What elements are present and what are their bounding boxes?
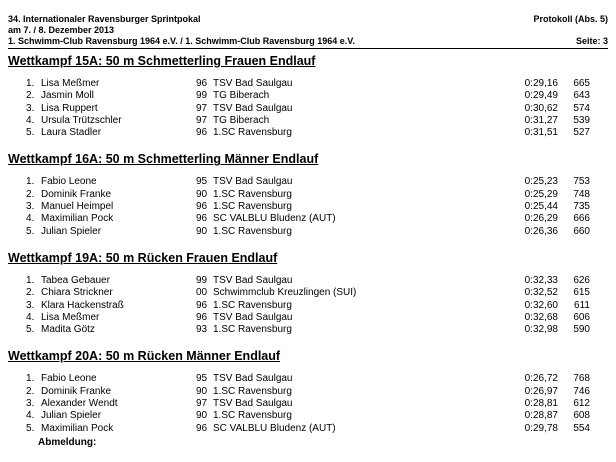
birth-year: 95 (196, 373, 208, 385)
result-row (8, 176, 608, 188)
athlete-rank: 1. (26, 78, 35, 89)
page-number: Seite: 3 (575, 36, 608, 46)
birth-year: 90 (196, 225, 208, 237)
club-name: SC VALBLU Bludenz (AUT) (213, 213, 336, 225)
athlete-name: Maximilian Pock (41, 213, 114, 225)
athlete-name: Laura Stadler (41, 127, 102, 139)
points: 746 (573, 385, 590, 397)
points: 660 (573, 225, 590, 237)
birth-year: 96 (196, 422, 208, 434)
race-time: 0:29,78 (524, 422, 558, 434)
result-row (8, 312, 608, 324)
athlete-rank: 2. (26, 90, 35, 102)
competition-section (8, 251, 608, 336)
note-label: Abmeldung: (38, 436, 97, 448)
club-name: TSV Bad Saulgau (213, 274, 293, 286)
athlete-name: Fabio Leone (41, 373, 97, 385)
birth-year: 96 (196, 201, 208, 213)
athlete-name: Ursula Trützschler (41, 114, 122, 126)
athlete-name: Klara Hackenstraß (41, 299, 124, 311)
result-row (8, 115, 608, 127)
points: 574 (573, 102, 590, 114)
result-row (8, 423, 608, 435)
athlete-rank: 5. (26, 127, 35, 139)
club-name: 1.SC Ravensburg (213, 299, 292, 311)
birth-year: 95 (196, 176, 208, 188)
athlete-name: Maximilian Pock (41, 422, 114, 434)
race-time: 0:30,62 (524, 102, 558, 114)
points: 608 (573, 410, 590, 422)
competition-section (8, 54, 608, 139)
result-row (8, 324, 608, 336)
athlete-rank: 4. (26, 114, 35, 126)
athlete-name: Manuel Heimpel (41, 201, 114, 213)
race-time: 0:29,49 (524, 90, 558, 102)
competition-list (8, 54, 608, 449)
race-time: 0:32,52 (524, 287, 558, 299)
athlete-name: Chiara Strickner (41, 287, 113, 299)
athlete-name: Lisa Meßmer (41, 311, 100, 323)
points: 527 (573, 127, 590, 139)
athlete-rank: 2. (26, 385, 35, 397)
athlete-rank: 4. (26, 213, 35, 225)
birth-year: 96 (196, 78, 208, 89)
points: 753 (573, 176, 590, 188)
race-time: 0:28,87 (524, 410, 558, 422)
athlete-rank: 1. (26, 373, 35, 385)
birth-year: 99 (196, 274, 208, 286)
race-time: 0:31,27 (524, 114, 558, 126)
athlete-name: Lisa Meßmer (41, 78, 100, 89)
result-row (8, 226, 608, 238)
race-time: 0:28,81 (524, 398, 558, 410)
birth-year: 90 (196, 188, 208, 200)
club-name: SC VALBLU Bludenz (AUT) (213, 422, 336, 434)
club-name: 1.SC Ravensburg (213, 324, 292, 336)
result-row (8, 189, 608, 201)
athlete-name: Tabea Gebauer (41, 274, 110, 286)
header-row-2 (8, 25, 608, 36)
athlete-name: Jasmin Moll (41, 90, 94, 102)
result-row (8, 90, 608, 102)
birth-year: 96 (196, 213, 208, 225)
athlete-name: Madita Götz (41, 324, 95, 336)
points: 612 (573, 398, 590, 410)
birth-year: 96 (196, 299, 208, 311)
club-name: 1.SC Ravensburg (213, 385, 292, 397)
competition-title: Wettkampf 15A: 50 m Schmetterling Frauen Endlauf (8, 54, 316, 68)
birth-year: 97 (196, 114, 208, 126)
competition-title: Wettkampf 19A: 50 m Rücken Frauen Endlauf (8, 250, 278, 265)
race-time: 0:32,98 (524, 324, 558, 336)
points: 665 (573, 78, 590, 89)
race-time: 0:25,44 (524, 201, 558, 213)
race-time: 0:32,33 (524, 274, 558, 286)
birth-year: 97 (196, 102, 208, 114)
results-list (8, 275, 608, 336)
birth-year: 96 (196, 127, 208, 139)
result-row (8, 373, 608, 385)
athlete-rank: 3. (26, 102, 35, 114)
club-name: TG Biberach (213, 114, 270, 126)
athlete-rank: 5. (26, 225, 35, 237)
points: 590 (573, 324, 590, 336)
points: 554 (573, 422, 590, 434)
birth-year: 97 (196, 398, 208, 410)
club-name: TSV Bad Saulgau (213, 102, 293, 114)
club-name: TSV Bad Saulgau (213, 78, 293, 89)
athlete-name: Julian Spieler (41, 410, 102, 422)
club-name: 1.SC Ravensburg (213, 225, 292, 237)
points: 611 (574, 299, 590, 311)
result-row (8, 127, 608, 139)
result-row (8, 275, 608, 287)
athlete-rank: 1. (26, 176, 35, 188)
points: 606 (573, 311, 590, 323)
competition-section (8, 349, 608, 448)
club-name: 1.SC Ravensburg (213, 201, 292, 213)
results-list (8, 176, 608, 237)
club-name: 1.SC Ravensburg (213, 188, 292, 200)
club-name: TSV Bad Saulgau (213, 373, 293, 385)
athlete-name: Alexander Wendt (41, 398, 118, 410)
result-row (8, 103, 608, 115)
points: 615 (573, 287, 590, 299)
race-time: 0:26,36 (524, 225, 558, 237)
athlete-rank: 4. (26, 311, 35, 323)
race-time: 0:32,60 (524, 299, 558, 311)
header-row-3 (8, 36, 608, 47)
athlete-rank: 3. (26, 299, 35, 311)
race-time: 0:26,29 (524, 213, 558, 225)
birth-year: 99 (196, 90, 208, 102)
protocol-label: Protokoll (Abs. 5) (533, 14, 608, 24)
result-row (8, 78, 608, 90)
competition-section (8, 152, 608, 237)
club-name: TSV Bad Saulgau (213, 311, 293, 323)
header-row-1 (8, 14, 608, 25)
race-time: 0:31,51 (524, 127, 558, 139)
athlete-rank: 5. (26, 422, 35, 434)
header-divider (8, 48, 608, 49)
event-date: am 7. / 8. Dezember 2013 (8, 25, 115, 35)
result-row (8, 213, 608, 225)
birth-year: 96 (196, 311, 208, 323)
birth-year: 90 (196, 410, 208, 422)
athlete-rank: 5. (26, 324, 35, 336)
race-time: 0:25,23 (524, 176, 558, 188)
race-time: 0:26,72 (524, 373, 558, 385)
points: 626 (573, 274, 590, 286)
race-time: 0:32,68 (524, 311, 558, 323)
birth-year: 90 (196, 385, 208, 397)
points: 748 (573, 188, 590, 200)
event-title: 34. Internationaler Ravensburger Sprintpokal (8, 14, 201, 24)
race-time: 0:25,29 (524, 188, 558, 200)
points: 643 (573, 90, 590, 102)
race-time: 0:29,16 (524, 78, 558, 89)
athlete-rank: 3. (26, 201, 35, 213)
birth-year: 93 (196, 324, 208, 336)
results-list (8, 78, 608, 139)
points: 768 (573, 373, 590, 385)
result-row (8, 287, 608, 299)
athlete-rank: 2. (26, 287, 35, 299)
club-name: 1.SC Ravensburg (213, 127, 292, 139)
club-name: TSV Bad Saulgau (213, 398, 293, 410)
athlete-name: Dominik Franke (41, 385, 112, 397)
result-row (8, 410, 608, 422)
athlete-rank: 4. (26, 410, 35, 422)
athlete-name: Dominik Franke (41, 188, 112, 200)
protocol-page (8, 14, 608, 462)
club-name: TG Biberach (213, 90, 270, 102)
club-name: Schwimmclub Kreuzlingen (SUI) (213, 287, 357, 299)
result-row (8, 398, 608, 410)
athlete-rank: 3. (26, 398, 35, 410)
points: 539 (573, 114, 590, 126)
competition-title: Wettkampf 20A: 50 m Rücken Männer Endlauf (8, 349, 281, 364)
athlete-rank: 1. (26, 274, 35, 286)
organizer: 1. Schwimm-Club Ravensburg 1964 e.V. / 1. Schwimm-Club Ravensburg 1964 e.V. (8, 36, 355, 46)
birth-year: 00 (196, 287, 208, 299)
result-row (8, 300, 608, 312)
athlete-rank: 2. (26, 188, 35, 200)
points: 735 (573, 201, 590, 213)
competition-title: Wettkampf 16A: 50 m Schmetterling Männer Endlauf (8, 152, 319, 167)
athlete-name: Julian Spieler (41, 225, 102, 237)
points: 666 (573, 213, 590, 225)
results-list (8, 373, 608, 434)
club-name: TSV Bad Saulgau (213, 176, 293, 188)
club-name: 1.SC Ravensburg (213, 410, 292, 422)
result-row (8, 386, 608, 398)
race-time: 0:26,97 (524, 385, 558, 397)
athlete-name: Lisa Ruppert (41, 102, 98, 114)
athlete-name: Fabio Leone (41, 176, 97, 188)
result-row (8, 201, 608, 213)
